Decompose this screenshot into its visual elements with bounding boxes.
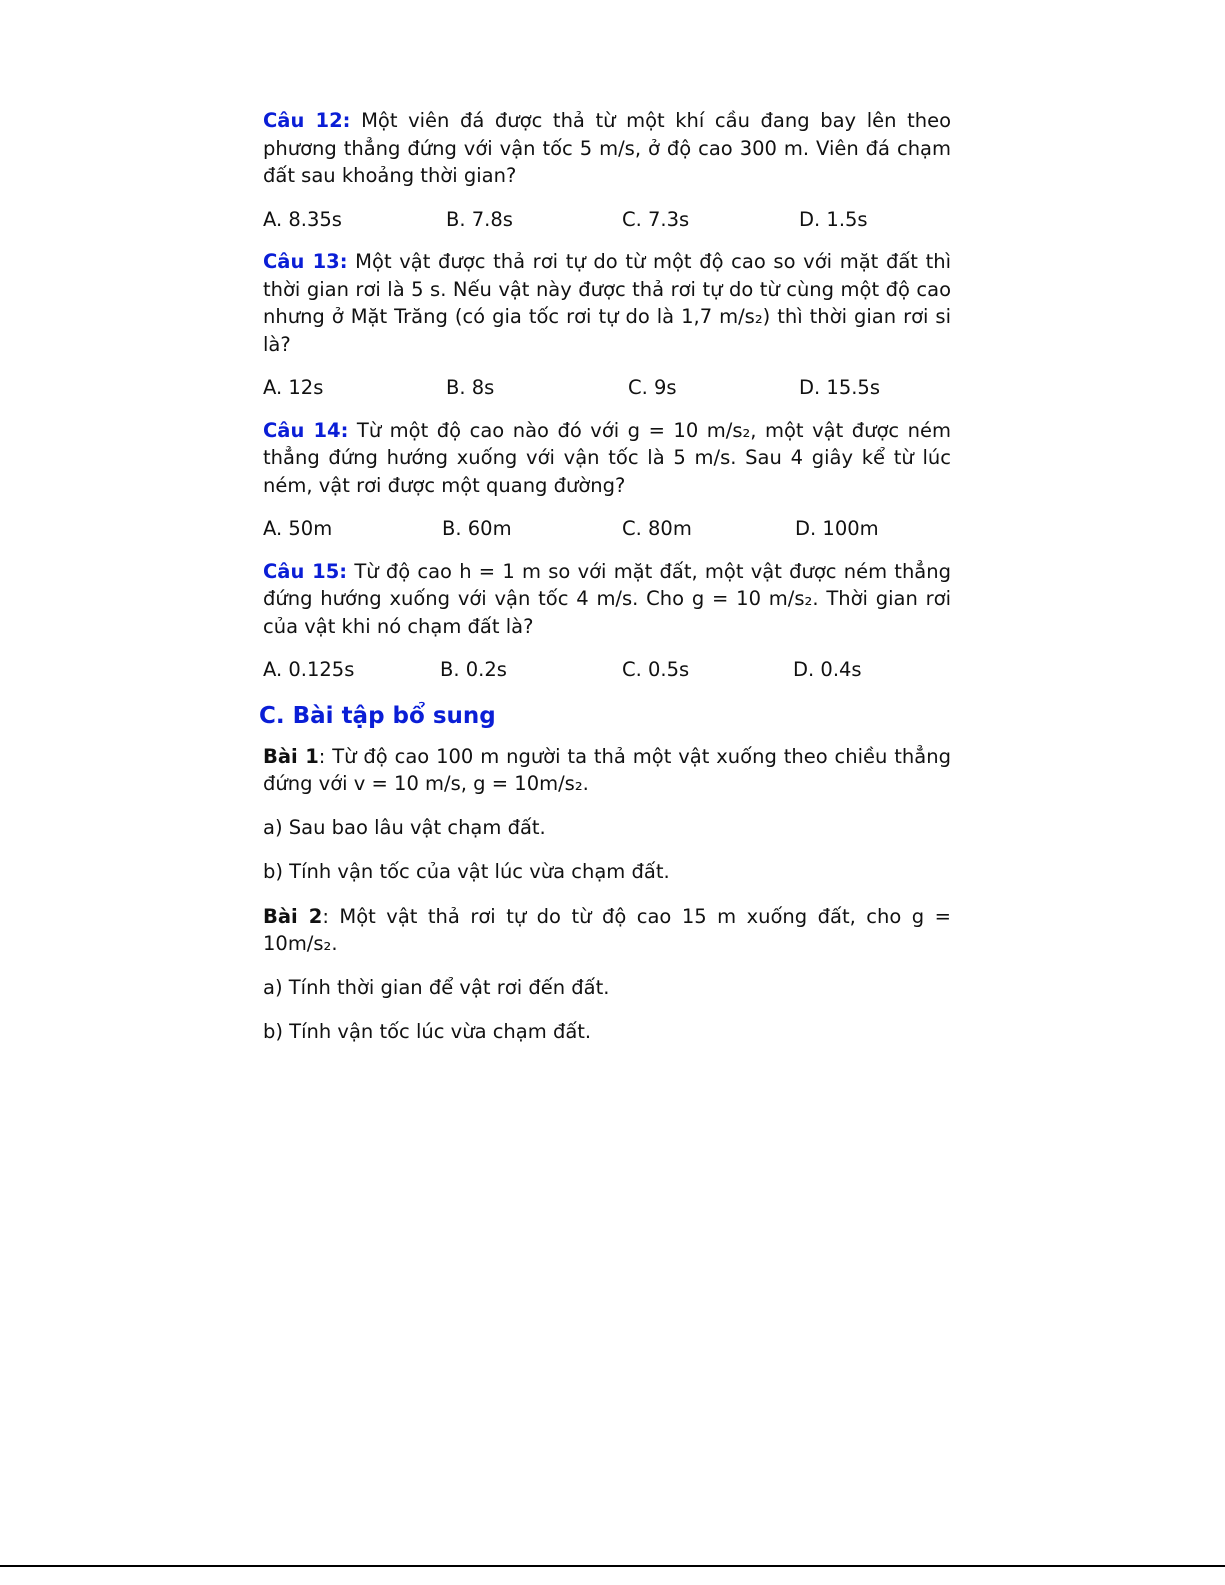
exercise-1-part-a: a) Sau bao lâu vật chạm đất. xyxy=(263,815,546,839)
question-12-option-c: C. 7.3s xyxy=(622,207,690,231)
question-13-option-c: C. 9s xyxy=(628,376,677,399)
exercise-2-label: Bài 2 xyxy=(263,904,323,928)
question-13 xyxy=(263,248,951,358)
exercise-2 xyxy=(263,903,951,958)
exercise-2-part-b: b) Tính vận tốc lúc vừa chạm đất. xyxy=(263,1020,592,1043)
exercise-1-text: : Từ độ cao 100 m người ta thả một vật xuống theo chiều thẳng đứng với v = 10 m/s, g = 10m/s₂. xyxy=(263,744,951,795)
question-14-text: Từ một độ cao nào đó với g = 10 m/s₂, một vật được ném thẳng đứng hướng xuống với vận tốc là 5 m/s. Sau 4 giây kể từ lúc ném, vật rơi được một quang đường? xyxy=(263,418,951,497)
question-13-option-b: B. 8s xyxy=(446,376,495,399)
question-14-option-b: B. 60m xyxy=(442,517,512,540)
question-13-text: Một vật được thả rơi tự do từ một độ cao so với mặt đất thì thời gian rơi là 5 s. Nếu vật này được thả rơi tự do từ cùng một độ cao nhưng ở Mặt Trăng (có gia tốc rơi tự do là 1,7 m/s₂) thì thời gian rơi si là? xyxy=(263,250,951,356)
question-13-label: Câu 13: xyxy=(263,250,348,273)
question-12-label: Câu 12: xyxy=(263,109,351,132)
question-15-options xyxy=(263,656,951,684)
question-14-option-a: A. 50m xyxy=(263,517,333,540)
question-15-option-a: A. 0.125s xyxy=(263,658,355,681)
question-12-options xyxy=(263,206,951,234)
question-12-option-d: D. 1.5s xyxy=(799,207,868,231)
question-15-option-d: D. 0.4s xyxy=(793,658,862,681)
question-15 xyxy=(263,558,951,641)
question-12-text: Một viên đá được thả từ một khí cầu đang bay lên theo phương thẳng đứng với vận tốc 5 m/s, ở độ cao 300 m. Viên đá chạm đất sau khoảng thời gian? xyxy=(263,109,951,187)
page-bottom-border xyxy=(0,1565,1225,1567)
question-12 xyxy=(263,107,951,190)
question-14-option-d: D. 100m xyxy=(795,517,879,540)
exercise-1 xyxy=(263,743,951,798)
exercise-1-part-b: b) Tính vận tốc của vật lúc vừa chạm đất. xyxy=(263,860,670,883)
question-15-option-b: B. 0.2s xyxy=(440,658,507,681)
exercise-2-part-a: a) Tính thời gian để vật rơi đến đất. xyxy=(263,975,610,999)
question-14 xyxy=(263,417,951,500)
question-13-options xyxy=(263,374,951,402)
question-13-option-a: A. 12s xyxy=(263,376,324,399)
section-heading: C. Bài tập bổ sung xyxy=(259,702,496,729)
question-15-label: Câu 15: xyxy=(263,559,348,583)
question-15-option-c: C. 0.5s xyxy=(622,658,690,681)
page-content xyxy=(259,107,951,1063)
exercise-2-text: : Một vật thả rơi tự do từ độ cao 15 m xuống đất, cho g = 10m/s₂. xyxy=(263,904,951,955)
question-15-text: Từ độ cao h = 1 m so với mặt đất, một vật được ném thẳng đứng hướng xuống với vận tốc 4 m/s. Cho g = 10 m/s₂. Thời gian rơi của vật khi nó chạm đất là? xyxy=(263,559,951,638)
question-14-label: Câu 14: xyxy=(263,418,349,442)
question-12-option-a: A. 8.35s xyxy=(263,207,342,231)
question-14-option-c: C. 80m xyxy=(622,517,692,540)
question-14-options xyxy=(263,515,951,543)
question-12-option-b: B. 7.8s xyxy=(446,207,513,231)
question-13-option-d: D. 15.5s xyxy=(799,376,880,399)
exercise-1-label: Bài 1 xyxy=(263,744,319,768)
